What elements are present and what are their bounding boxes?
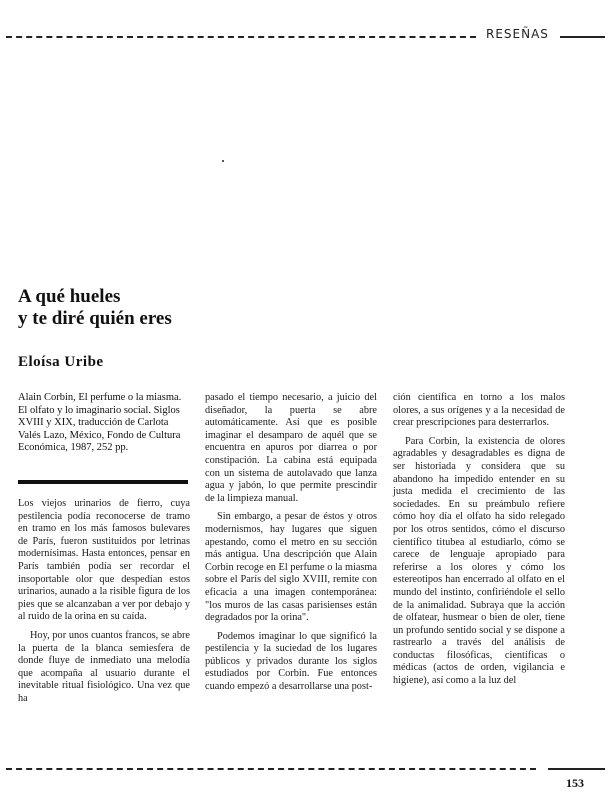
paragraph: pasado el tiempo necesario, a juicio del diseñador, la puerta se abre automáticamente. Así que es posible imaginar el desamparo de aquél que se encuentra en apuros por diarrea o por constipación. La cabina está equipada con un sistema de autolavado que lanza agua y jabón, lo que permite prescindir de la limpieza manual.: [205, 392, 377, 504]
paragraph: Hoy, por unos cuantos francos, se abre la puerta de la blanca semiesfera de donde fluye de inmediato una melodía que acompaña al usuario durante el inevitable ritual fisiológico. Una vez que ha: [18, 629, 190, 704]
top-rule-right: [560, 36, 605, 38]
biblio-rule: [18, 480, 188, 484]
paragraph: Para Corbin, la existencia de olores agradables y desagradables es digna de ser historiada y considera que su abandono ha impedido entender en su justa medida el crecimiento de las sociedades. En su preámbulo refiere cómo hoy día el olfato ha sido relegado por los otros sentidos, cómo el discurso científico titubea al estudiarlo, cómo se carece de lenguaje apropiado para referirse a los olores y cómo los estereotipos han encerrado al olfato en el mundo del instinto, confiriéndole el sello de la animalidad. Subraya que la acción de olfatear, husmear o bien de oler, tiene un profundo sentido social y se dispone a rastrearlo a través del análisis de conductas filosóficas, científicas o médicas (actos de orden, vigilancia e higiene), así como a la luz del: [393, 435, 565, 687]
text-column-1: [18, 498, 190, 712]
paragraph: Sin embargo, a pesar de éstos y otros modernismos, hay lugares que siguen apestando, como el metro en su sección más antigua. Una descripción que Alain Corbin recoge en El perfume o la miasma sobre el París del siglo XVIII, remite con eficacia a una imagen contemporánea: "los muros de las casas parisienses están degradados por la orina".: [205, 511, 377, 624]
title-line-2: y te diré quién eres: [18, 308, 172, 329]
bottom-rule: [6, 768, 536, 770]
page-number: 153: [566, 776, 584, 790]
bibliographic-reference: Alain Corbin, El perfume o la miasma. El olfato y lo imaginario social. Siglos XVIII y XIX, traducción de Carlota Valés Lazo, México, Fondo de Cultura Económica, 1987, 252 pp.: [18, 392, 182, 453]
author-name: Eloísa Uribe: [18, 354, 104, 370]
section-header: RESEÑAS: [486, 27, 549, 41]
paragraph: Podemos imaginar lo que significó la pestilencia y la suciedad de los lugares públicos y privados durante los siglos estudiados por Corbin. Fue entonces cuando empezó a desarrollarse una post-: [205, 630, 377, 693]
bottom-rule-right: [548, 768, 605, 770]
text-column-3: [393, 392, 565, 694]
top-rule: [6, 36, 476, 38]
paragraph: Los viejos urinarios de fierro, cuya pestilencia podía reconocerse de tramo en tramo en los más famosos bulevares de París, fueron sustituidos por letrinas modernísimas. Hasta entonces, pensar en París también podía ser recordar el insoportable olor que despedían estos urinarios, aunado a la risible figura de los pies que se alcanzaban a ver por debajo y al ruido de la orina en su caída.: [18, 498, 190, 623]
article-title: [18, 286, 278, 330]
paragraph: ción científica en torno a los malos olores, a sus orígenes y a la necesidad de crear prescripciones para desterrarlos.: [393, 392, 565, 429]
speck: [222, 160, 224, 162]
text-column-2: [205, 392, 377, 700]
title-line-1: A qué hueles: [18, 286, 121, 307]
